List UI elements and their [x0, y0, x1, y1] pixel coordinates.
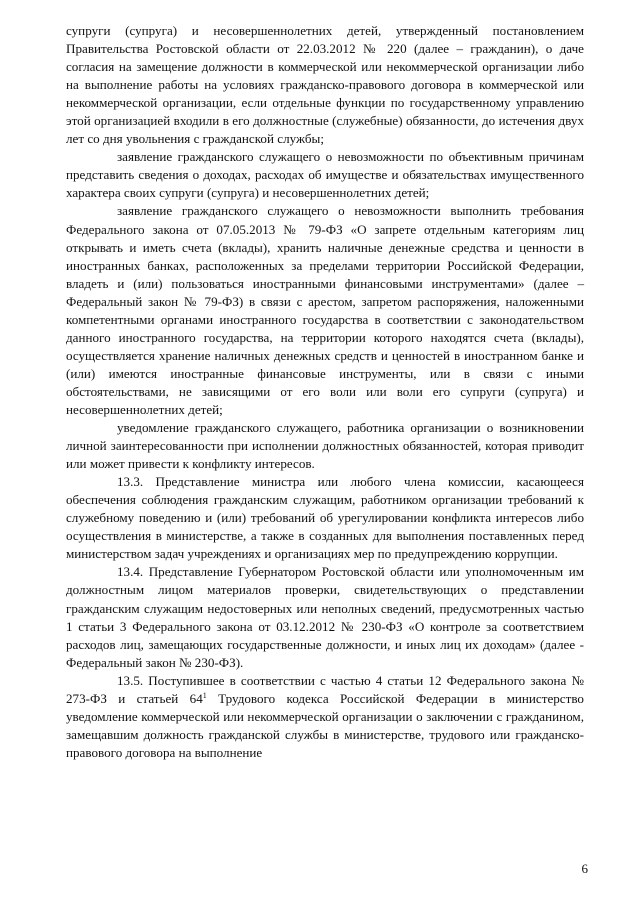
paragraph-13-3: 13.3. Представление министра или любого члена комиссии, касающееся обеспечения соблюдения гражданским служащим, работником организации требований к служебному поведению и (или) требований об урегулировании конфликта интересов либо осуществления в министерстве, а также в созданных для выполнения поставленных перед министерством задач учреждениях и организациях мер по предупреждению коррупции. [66, 474, 584, 562]
paragraph-13-4: 13.4. Представление Губернатором Ростовской области или уполномоченным им должностным лицом материалов проверки, свидетельствующих о представлении гражданским служащим недостоверных или неполных сведений, предусмотренных частью 1 статьи 3 Федерального закона от 03.12.2012 № 230-ФЗ «О контроле за соответствием расходов лиц, замещающих государственные должности, и иных лиц их доходам» (далее - Федеральный закон № 230-ФЗ). [66, 564, 584, 670]
paragraph-13-5 [66, 672, 584, 762]
paragraph-continuation: супруги (супруга) и несовершеннолетних детей, утвержденный постановлением Правительства Ростовской области от 22.03.2012 № 220 (далее – гражданин), о даче согласия на замещение должности в коммерческой или некоммерческой организации либо на выполнение работы на условиях гражданско-правового договора в коммерческой или некоммерческой организации, если отдельные функции по государственному управлению этой организацией входили в его должностные (служебные) обязанности, до истечения двух лет со дня увольнения с гражданской службы; [66, 23, 584, 147]
paragraph-statement-foreign-accounts: заявление гражданского служащего о невозможности выполнить требования Федерального закона от 07.05.2013 № 79-ФЗ «О запрете отдельным категориям лиц открывать и иметь счета (вклады), хранить наличные денежные средства и ценности в иностранных банках, расположенных за пределами территории Российской Федерации, владеть и (или) пользоваться иностранными финансовыми инструментами» (далее – Федеральный закон № 79-ФЗ) в связи с арестом, запретом распоряжения, наложенными компетентными органами иностранного государства в соответствии с законодательством данного иностранного государства, на территории которого находятся счета (вклады), осуществляется хранение наличных денежных средств и ценностей в иностранном банке и (или) имеются иностранные финансовые инструменты, или в связи с иными обстоятельствами, не зависящими от его воли или воли его супруги (супруга) и несовершеннолетних детей; [66, 203, 584, 417]
paragraph-conflict-notice: уведомление гражданского служащего, работника организации о возникновении личной заинтересованности при исполнении должностных обязанностей, которая приводит или может привести к конфликту интересов. [66, 420, 584, 472]
paragraph-statement-reporting: заявление гражданского служащего о невозможности по объективным причинам представить сведения о доходах, расходах об имуществе и обязательствах имущественного характера своих супруги (супруга) и несовершеннолетних детей; [66, 149, 584, 201]
superscript-marker: 1 [202, 690, 207, 700]
page-number: 6 [581, 861, 588, 876]
paragraph-13-5-text-end: Трудового кодекса Российской Федерации в министерство уведомление коммерческой или некоммерческой организации о заключении с гражданином, замещавшим должность гражданской службы в министерстве, трудового или гражданско-правового договора на выполнение [66, 690, 584, 760]
document-body [66, 22, 584, 762]
paragraph-13-5-text-start: 13.5. Поступившее в соответствии с частью 4 статьи 12 Федерального закона № 273-ФЗ и статьей 64 [66, 672, 584, 706]
